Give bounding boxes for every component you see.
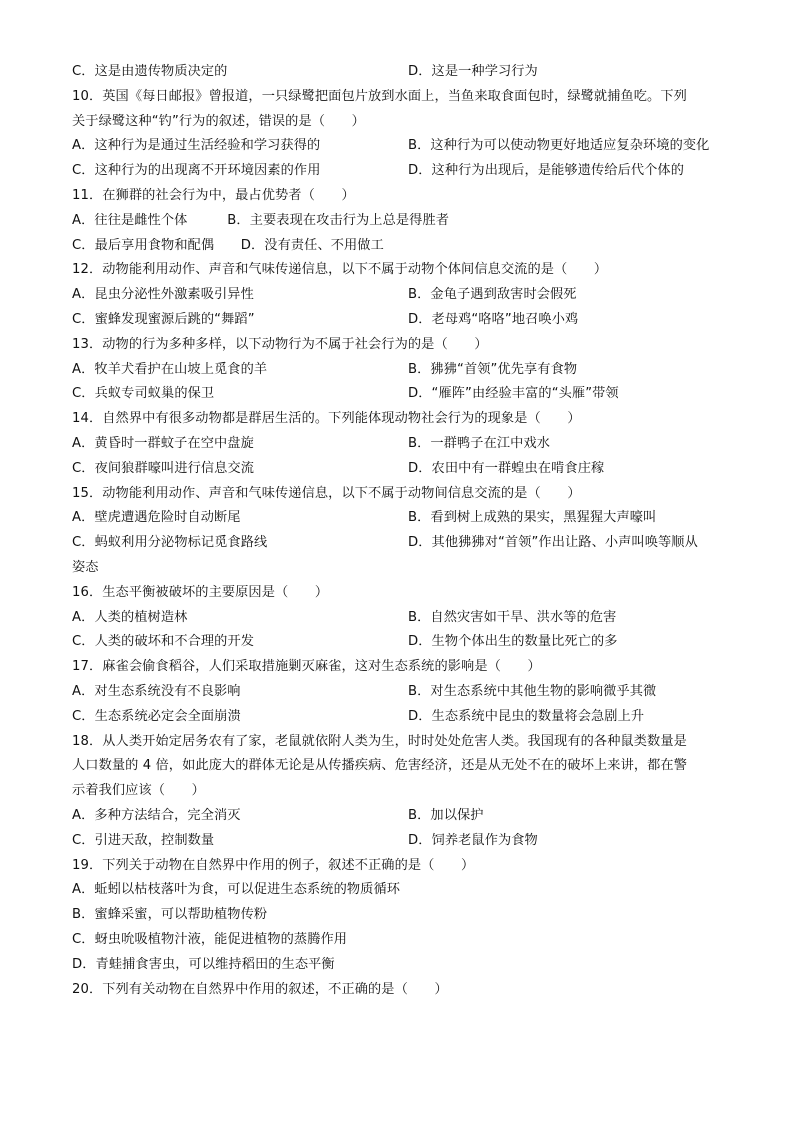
option-right: D．老母鸡“咯咯”地召唤小鸡 bbox=[408, 312, 579, 327]
text-line: 关于绿鹭这种“钓”行为的叙述，错误的是（ ） bbox=[72, 113, 365, 129]
text-line: D．青蛙捕食害虫，可以维持稻田的生态平衡 bbox=[72, 956, 335, 972]
text-line: 19．下列关于动物在自然界中作用的例子，叙述不正确的是（ ） bbox=[72, 857, 475, 873]
option-right: B．对生态系统中其他生物的影响微乎其微 bbox=[408, 684, 657, 699]
text-line: A．对生态系统没有不良影响 bbox=[72, 684, 241, 699]
option-right: B．金龟子遇到敌害时会假死 bbox=[408, 287, 577, 303]
text-line: A．这种行为是通过生活经验和学习获得的 bbox=[72, 138, 321, 154]
text-line: 姿态 bbox=[72, 560, 99, 575]
text-line: B．蜜蜂采蜜，可以帮助植物传粉 bbox=[72, 907, 268, 923]
text-line: 13．动物的行为多种多样，以下动物行为不属于社会行为的是（ ） bbox=[72, 336, 488, 352]
option-right: B．这种行为可以使动物更好地适应复杂环境的变化 bbox=[408, 138, 710, 154]
text-line: A．壁虎遭遇危险时自动断尾 bbox=[72, 510, 241, 526]
text-line: C．夜间狼群嚎叫进行信息交流 bbox=[72, 460, 255, 476]
option-right: B．狒狒“首领”优先享有食物 bbox=[408, 361, 578, 377]
text-line: A．牧羊犬看护在山坡上觅食的羊 bbox=[72, 361, 268, 377]
text-line: C．这种行为的出现离不开环境因素的作用 bbox=[72, 163, 321, 179]
text-line: C．人类的破坏和不合理的开发 bbox=[72, 634, 255, 650]
text-line: C．生态系统必定会全面崩溃 bbox=[72, 708, 241, 724]
text-line: C．蜜蜂发现蜜源后跳的“舞蹈” bbox=[72, 312, 255, 327]
text-line: 15．动物能利用动作、声音和气味传递信息，以下不属于动物间信息交流的是（ ） bbox=[72, 485, 581, 501]
option-right: B．加以保护 bbox=[408, 808, 484, 823]
text-line: C．蚜虫吮吸植物汁液，能促进植物的蒸腾作用 bbox=[72, 932, 348, 947]
text-line: 12．动物能利用动作、声音和气味传递信息，以下不属于动物个体间信息交流的是（ ） bbox=[72, 262, 608, 278]
option-right: D．生态系统中昆虫的数量将会急剧上升 bbox=[408, 708, 645, 724]
option-right: D．其他狒狒对“首领”作出让路、小声叫唤等顺从 bbox=[408, 535, 698, 551]
option-right: D．这是一种学习行为 bbox=[408, 64, 538, 79]
text-line: 16．生态平衡被破坏的主要原因是（ ） bbox=[72, 584, 329, 600]
text-line: 11．在狮群的社会行为中，最占优势者（ ） bbox=[72, 188, 355, 203]
text-line: C．引进天敌，控制数量 bbox=[72, 832, 215, 848]
option-right: B．看到树上成熟的果实，黑猩猩大声嚎叫 bbox=[408, 510, 657, 526]
option-right: D．“雁阵”由经验丰富的“头雁”带领 bbox=[408, 386, 619, 402]
text-line: 17．麻雀会偷食稻谷，人们采取措施剿灭麻雀，这对生态系统的影响是（ ） bbox=[72, 659, 541, 675]
text-line: A．蚯蚓以枯枝落叶为食，可以促进生态系统的物质循环 bbox=[72, 882, 401, 898]
text-line: C．这是由遗传物质决定的 bbox=[72, 64, 228, 79]
text-line: A．人类的植树造林 bbox=[72, 609, 188, 625]
option-right: D．饲养老鼠作为食物 bbox=[408, 832, 538, 848]
text-line: C．蚂蚁利用分泌物标记觅食路线 bbox=[72, 535, 268, 551]
text-line: 18．从人类开始定居务农有了家，老鼠就依附人类为生，时时处处危害人类。我国现有的各种鼠类数量是 bbox=[72, 733, 687, 749]
text-line: 示着我们应该（ ） bbox=[72, 783, 205, 799]
option-right: D．生物个体出生的数量比死亡的多 bbox=[408, 634, 618, 650]
option-right: D．这种行为出现后，是能够遗传给后代个体的 bbox=[408, 163, 685, 179]
text-line: A．多种方法结合，完全消灭 bbox=[72, 808, 241, 823]
text-line: 10．英国《每日邮报》曾报道，一只绿鹭把面包片放到水面上，当鱼来取食面包时，绿鹭就捕鱼吃。下列 bbox=[72, 88, 687, 104]
option-right: B．自然灾害如干旱、洪水等的危害 bbox=[408, 609, 617, 625]
option-right: B．一群鸭子在江中戏水 bbox=[408, 436, 551, 451]
text-line: 人口数量的 4 倍，如此庞大的群体无论是从传播疾病、危害经济，还是从无处不在的破坏上来讲，都在警 bbox=[72, 758, 688, 774]
text-line: C．兵蚁专司蚁巢的保卫 bbox=[72, 386, 215, 402]
text-line: A．往往是雌性个体 B．主要表现在攻击行为上总是得胜者 bbox=[72, 212, 450, 228]
option-right: D．农田中有一群蝗虫在啃食庄稼 bbox=[408, 460, 605, 476]
text-line: C．最后享用食物和配偶 D．没有责任、不用做工 bbox=[72, 237, 384, 253]
text-line: 20．下列有关动物在自然界中作用的叙述，不正确的是（ ） bbox=[72, 981, 448, 997]
text-line: A．昆虫分泌性外激素吸引异性 bbox=[72, 287, 254, 303]
text-line: 14．自然界中有很多动物都是群居生活的。下列能体现动物社会行为的现象是（ ） bbox=[72, 411, 581, 427]
text-line: A．黄昏时一群蚊子在空中盘旋 bbox=[72, 436, 254, 451]
